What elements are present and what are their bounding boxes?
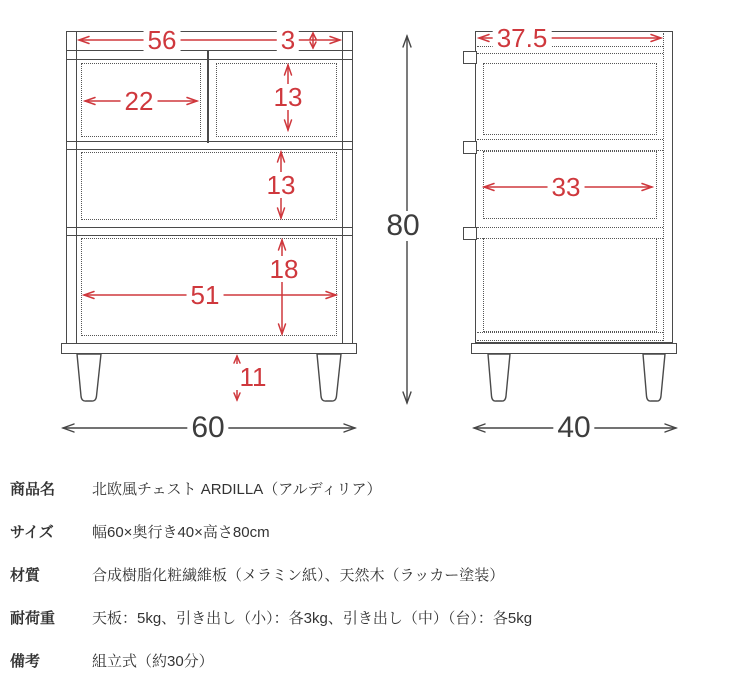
spec-row-size bbox=[10, 521, 742, 564]
front-left-panel bbox=[66, 31, 77, 343]
spec-label: 材質 bbox=[10, 567, 41, 584]
side-dotted-line bbox=[477, 53, 663, 55]
side-left-leg bbox=[486, 353, 512, 405]
dim-label-overall-width: 60 bbox=[187, 413, 228, 443]
side-drawer-front-tab bbox=[463, 141, 477, 154]
spec-row-load-capacity bbox=[10, 607, 742, 650]
dim-label-top-inner-width: 56 bbox=[144, 27, 181, 53]
spec-table bbox=[10, 478, 742, 693]
front-top-board bbox=[66, 31, 353, 51]
dim-label-top-board-thickness: 3 bbox=[277, 27, 299, 53]
spec-value: 天板：5kg、引き出し（小）：各3kg、引き出し（中）（台）：各5kg bbox=[92, 610, 533, 627]
dim-label-bottom-drawer-height: 18 bbox=[266, 256, 303, 282]
side-drawer-front-tab bbox=[463, 51, 477, 64]
spec-value: 組立式（約30分） bbox=[92, 653, 214, 670]
spec-row-material bbox=[10, 564, 742, 607]
spec-row-notes bbox=[10, 650, 742, 693]
dim-label-drawer-inner-width: 51 bbox=[187, 282, 224, 308]
side-right-leg bbox=[641, 353, 667, 405]
side-drawer-bottom bbox=[483, 238, 657, 332]
side-drawer-front-tab bbox=[463, 227, 477, 240]
spec-row-product-name bbox=[10, 478, 742, 521]
dim-label-overall-depth: 40 bbox=[553, 413, 594, 443]
spec-value: 合成樹脂化粧繊維板（メラミン紙）、天然木（ラッカー塗装） bbox=[92, 567, 505, 584]
spec-value: 幅60×奥行き40×高さ80cm bbox=[92, 524, 270, 541]
spec-value: 北欧風チェスト ARDILLA（アルディリア） bbox=[92, 481, 382, 498]
spec-label: 耐荷重 bbox=[10, 610, 56, 627]
front-compartment-top-line bbox=[66, 59, 353, 61]
side-dotted-line bbox=[477, 227, 663, 229]
front-right-panel bbox=[342, 31, 353, 343]
front-rail-2 bbox=[66, 227, 353, 236]
side-drawer-top bbox=[483, 63, 657, 135]
dim-label-small-drawer-height: 13 bbox=[270, 84, 307, 110]
front-left-leg bbox=[75, 353, 103, 405]
front-rail-1 bbox=[66, 141, 353, 150]
dim-label-drawer-depth: 33 bbox=[548, 174, 585, 200]
side-back-panel-line bbox=[663, 33, 665, 341]
side-dotted-line bbox=[477, 340, 663, 342]
spec-label: 備考 bbox=[10, 653, 41, 670]
dim-label-top-depth: 37.5 bbox=[493, 25, 552, 51]
front-center-divider bbox=[207, 51, 209, 143]
dim-label-middle-drawer-height: 13 bbox=[263, 172, 300, 198]
side-dotted-line bbox=[477, 332, 663, 334]
spec-label: 商品名 bbox=[10, 481, 56, 498]
dim-label-overall-height: 80 bbox=[382, 211, 423, 241]
spec-label: サイズ bbox=[10, 524, 54, 541]
front-bottom-board bbox=[61, 343, 357, 354]
dim-label-leg-height: 11 bbox=[236, 364, 271, 390]
front-right-leg bbox=[315, 353, 343, 405]
dim-label-small-drawer-width: 22 bbox=[121, 88, 158, 114]
side-dotted-line bbox=[477, 139, 663, 141]
